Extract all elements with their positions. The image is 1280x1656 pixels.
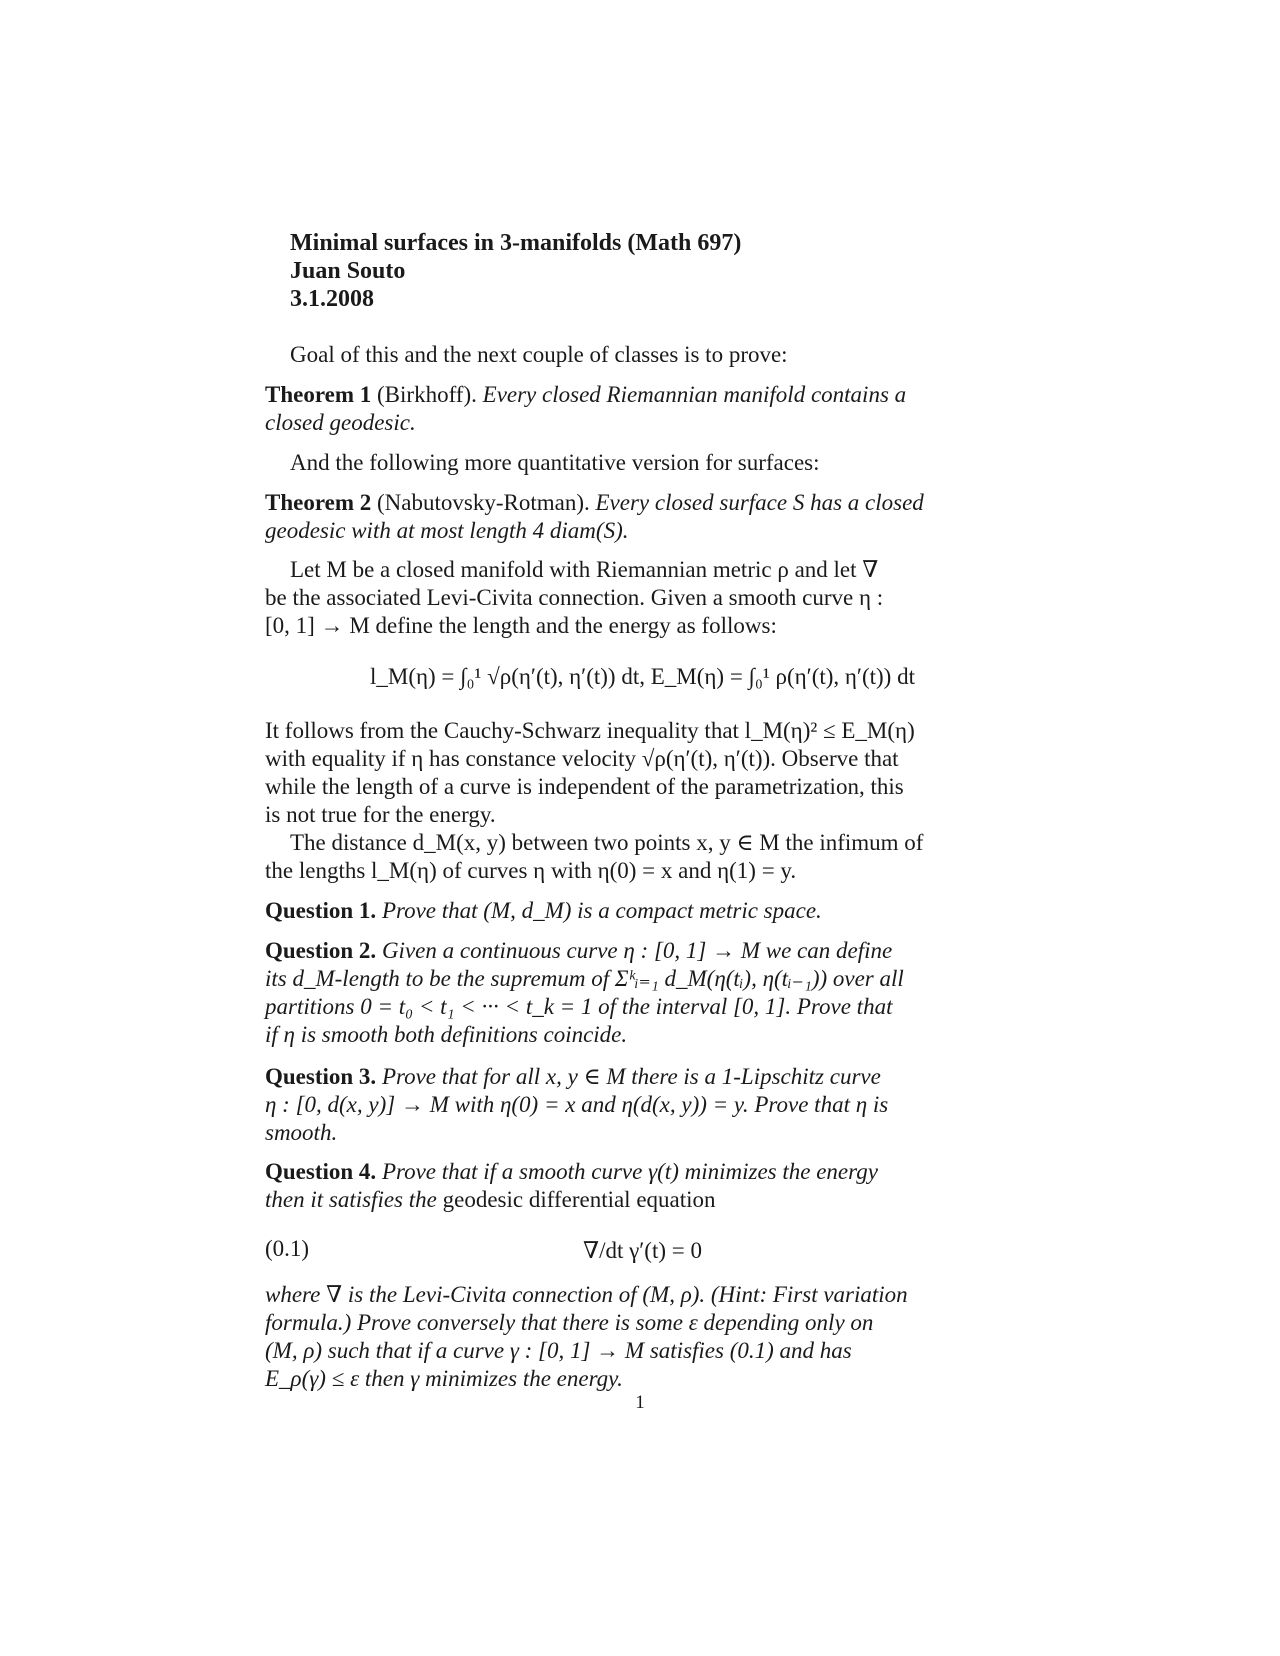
- question-4-line-6: E_ρ(γ) ≤ ε then γ minimizes the energy.: [265, 1366, 623, 1391]
- question-1: [265, 896, 1020, 926]
- theorem-1-attribution: (Birkhoff).: [377, 382, 477, 407]
- geodesic-equation: ∇/dt γ′(t) = 0: [583, 1238, 702, 1263]
- paragraph-3-line-2: the lengths l_M(η) of curves η with η(0) = x and η(1) = y.: [265, 858, 797, 883]
- question-3-label: Question 3.: [265, 1064, 377, 1089]
- theorem-1-text: Every closed Riemannian manifold contains a: [482, 382, 907, 407]
- question-1-label: Question 1.: [265, 898, 377, 923]
- theorem-1-text-cont: closed geodesic.: [265, 410, 416, 435]
- paragraph-2-line-4: is not true for the energy.: [265, 802, 496, 827]
- question-4-line-2: [265, 1185, 1020, 1215]
- paragraph-1-line-3: [0, 1] → M define the length and the energy as follows:: [265, 613, 777, 638]
- theorem-1-label: Theorem 1: [265, 382, 372, 407]
- intro-text: Goal of this and the next couple of classes is to prove:: [290, 342, 788, 367]
- paragraph-3-line-1: The distance d_M(x, y) between two points x, y ∈ M the infimum of: [290, 830, 924, 855]
- paragraph-2-line-2: with equality if η has constance velocity √ρ(η′(t), η′(t)). Observe that: [265, 746, 899, 771]
- theorem-1: [265, 380, 1020, 410]
- question-4-line-2-italic: then it satisfies the: [265, 1187, 437, 1212]
- theorem-2-label: Theorem 2: [265, 490, 372, 515]
- question-4: [265, 1157, 1020, 1187]
- question-3-line-3: smooth.: [265, 1120, 338, 1145]
- theorem-2-attribution: (Nabutovsky-Rotman).: [377, 490, 590, 515]
- theorem-2-text: Every closed surface S has a closed: [595, 490, 924, 515]
- question-2-text: Given a continuous curve η : [0, 1] → M we can define: [381, 938, 893, 963]
- transition-text: And the following more quantitative version for surfaces:: [290, 450, 820, 475]
- question-4-label: Question 4.: [265, 1159, 377, 1184]
- paragraph-1-line-1: Let M be a closed manifold with Riemannian metric ρ and let ∇: [290, 557, 879, 582]
- question-2: [265, 936, 1020, 966]
- question-4-text: Prove that if a smooth curve γ(t) minimizes the energy: [381, 1159, 878, 1184]
- question-2-label: Question 2.: [265, 938, 377, 963]
- question-2-line-3: partitions 0 = t₀ < t₁ < ··· < t_k = 1 of the interval [0, 1]. Prove that: [265, 994, 893, 1019]
- question-3-line-2: η : [0, d(x, y)] → M with η(0) = x and η(d(x, y)) = y. Prove that η is: [265, 1092, 889, 1117]
- equation-length-energy: l_M(η) = ∫₀¹ √ρ(η′(t), η′(t)) dt, E_M(η) = ∫₀¹ ρ(η′(t), η′(t)) dt: [370, 664, 915, 689]
- paper-date: 3.1.2008: [290, 286, 374, 312]
- theorem-2: [265, 488, 1020, 518]
- theorem-2-text-cont: geodesic with at most length 4 diam(S).: [265, 518, 629, 543]
- question-1-text: Prove that (M, d_M) is a compact metric space.: [381, 898, 822, 923]
- question-2-line-2: its d_M-length to be the supremum of Σᵏᵢ₌₁ d_M(η(tᵢ), η(tᵢ₋₁)) over all: [265, 966, 904, 991]
- question-4-line-2-roman: geodesic differential equation: [442, 1187, 716, 1212]
- paragraph-2-line-3: while the length of a curve is independent of the parametrization, this: [265, 774, 904, 799]
- paragraph-2-line-1: It follows from the Cauchy-Schwarz inequality that l_M(η)² ≤ E_M(η): [265, 718, 915, 743]
- page-number: 1: [635, 1392, 645, 1413]
- question-3-text: Prove that for all x, y ∈ M there is a 1-Lipschitz curve: [381, 1064, 881, 1089]
- question-4-line-5: (M, ρ) such that if a curve γ : [0, 1] → M satisfies (0.1) and has: [265, 1338, 852, 1363]
- paper-author: Juan Souto: [290, 258, 406, 284]
- question-3: [265, 1062, 1020, 1092]
- paper-title: Minimal surfaces in 3-manifolds (Math 697): [290, 230, 742, 256]
- equation-number: (0.1): [265, 1236, 310, 1261]
- paragraph-1-line-2: be the associated Levi-Civita connection. Given a smooth curve η :: [265, 585, 884, 610]
- question-4-line-3: where ∇ is the Levi-Civita connection of (M, ρ). (Hint: First variation: [265, 1282, 908, 1307]
- question-4-line-4: formula.) Prove conversely that there is some ε depending only on: [265, 1310, 874, 1335]
- question-2-line-4: if η is smooth both definitions coincide.: [265, 1022, 628, 1047]
